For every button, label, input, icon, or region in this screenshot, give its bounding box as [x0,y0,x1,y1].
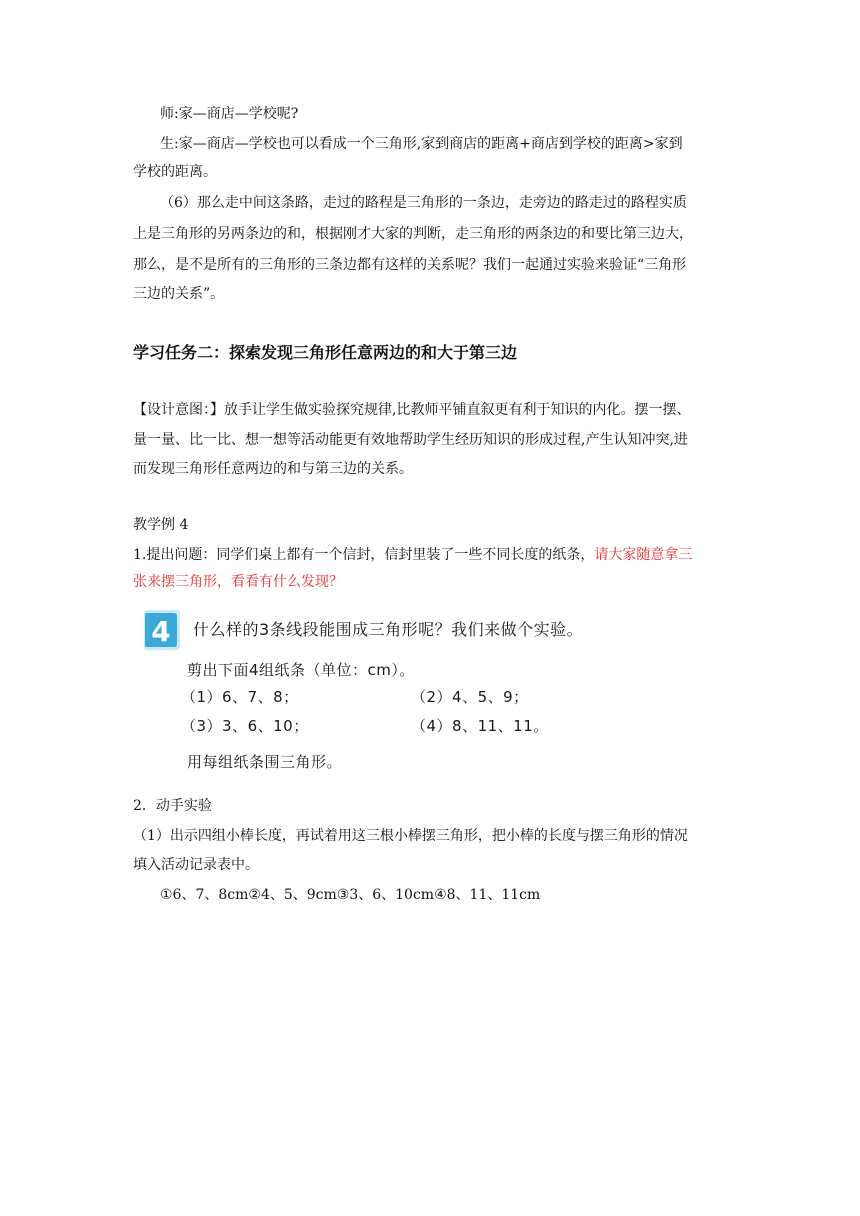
figure-group-1: （1）6、7、8； [181,688,299,706]
experiment-line3: ①6、7、8cm②4、5、9cm③3、6、10cm④8、11、11cm [160,887,541,903]
paragraph6-line3: 那么，是不是所有的三角形的三条边都有这样的关系呢？我们一起通过实验来验证“三角形 [133,257,687,273]
student-line-2: 学校的距离。 [133,164,217,180]
task2-heading: 学习任务二：探索发现三角形任意两边的和大于第三边 [133,343,518,362]
experiment-line2: 填入活动记录表中。 [133,857,259,873]
experiment-heading: 2．动手实验 [133,798,212,814]
figure-group-2: （2）4、5、9； [411,688,529,706]
example-title: 教学例 4 [133,517,189,533]
design-intent-line1: 【设计意图：】放手让学生做实验探究规律,比教师平铺直叙更有利于知识的内化。摆一摆、 [133,402,691,418]
figure-footer: 用每组纸条围三角形。 [187,753,343,771]
paragraph6-line2: 上是三角形的另两条边的和，根据刚才大家的判断，走三角形的两条边的和要比第三边大， [133,226,693,242]
student-line-1: 生:家—商店—学校也可以看成一个三角形,家到商店的距离+商店到学校的距离>家到 [160,136,683,152]
question-highlight-a: 请大家随意拿三 [594,547,693,563]
design-intent-line2: 量一量、比一比、想一想等活动能更有效地帮助学生经历知识的形成过程,产生认知冲突,进 [133,432,688,448]
example-number-badge [143,608,181,652]
paragraph6-line1: （6）那么走中间这条路，走过的路程是三角形的一条边，走旁边的路走过的路程实质 [160,195,687,211]
badge-number: 4 [151,615,171,648]
paragraph6-line4: 三边的关系”。 [133,286,225,302]
figure-instruction: 剪出下面4组纸条（单位：cm）。 [187,661,415,679]
textbook-example-figure [143,604,603,776]
experiment-line1: （1）出示四组小棒长度，再试着用这三根小棒摆三角形，把小棒的长度与摆三角形的情况 [133,828,688,844]
question-text: 1.提出问题：同学们桌上都有一个信封，信封里装了一些不同长度的纸条， [133,547,595,563]
question-highlight-b: 张来摆三角形，看看有什么发现？ [133,574,343,590]
example-question-line1 [133,545,733,565]
teacher-line: 师:家—商店—学校呢? [160,106,299,122]
design-intent-line3: 而发现三角形任意两边的和与第三边的关系。 [133,461,413,477]
figure-group-4: （4）8、11、11。 [411,717,549,735]
figure-group-3: （3）3、6、10； [181,717,309,735]
figure-question: 什么样的3条线段能围成三角形呢？我们来做个实验。 [193,620,584,639]
